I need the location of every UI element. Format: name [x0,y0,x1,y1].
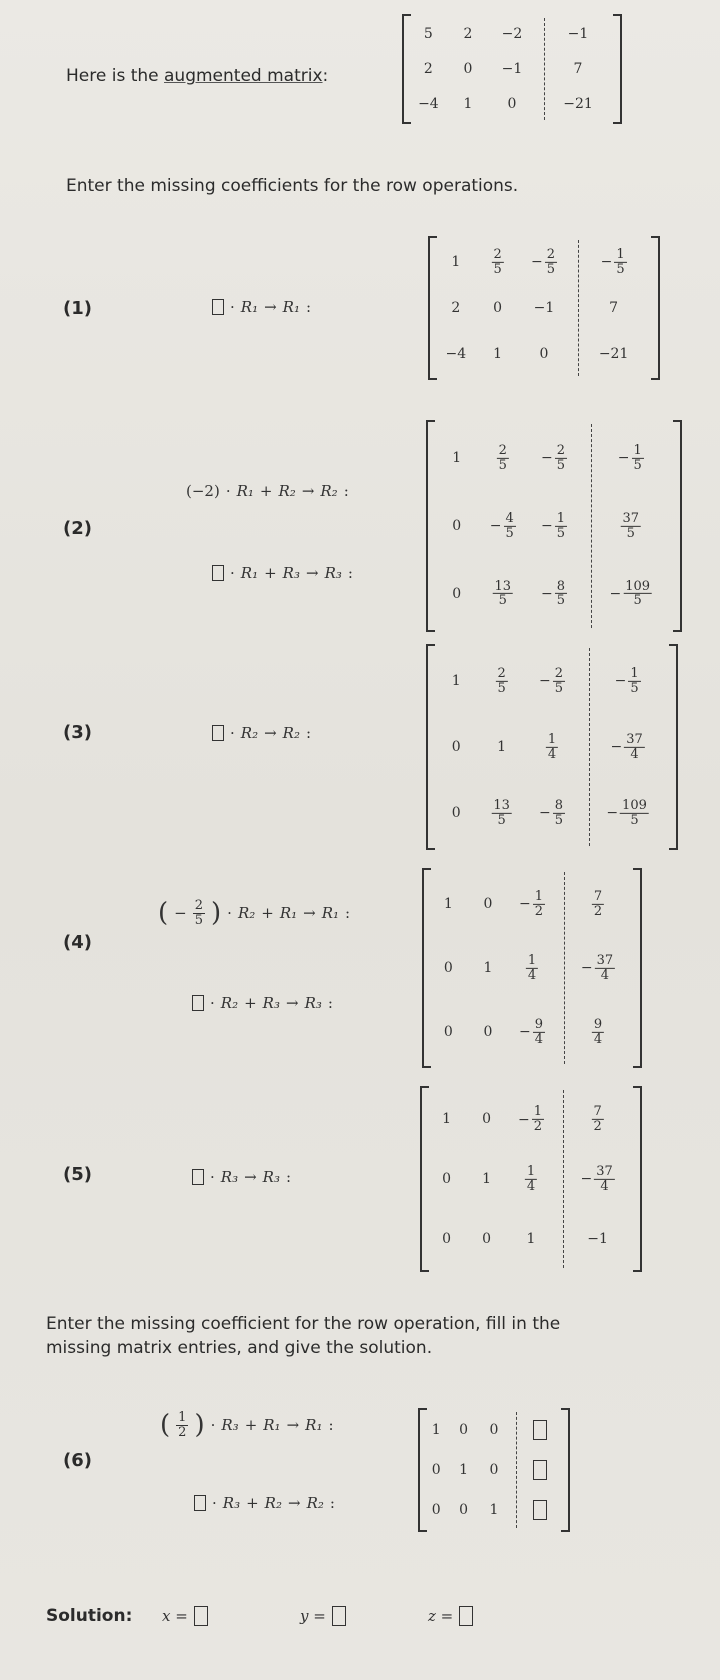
step-6-label: (6) [63,1450,92,1471]
matrix-entry: 7 [573,61,583,77]
matrix-entry: − $\frac{37}{4}$ [580,1163,613,1194]
matrix-entry-input[interactable] [533,1460,547,1480]
step-6-operation-b: · R₃ + R₂ → R₂ : [194,1494,335,1512]
coefficient-input[interactable] [212,725,224,741]
matrix-entry: $\frac{1}{4}$ [526,1163,536,1194]
matrix-entry: 1 [489,1501,499,1518]
instruction-row-ops: Enter the missing coefficients for the row operations. [66,176,519,196]
matrix-entry: − $\frac{2}{5}$ [530,246,556,277]
augmented-matrix-link[interactable]: augmented matrix [164,66,323,86]
matrix-entry: 0 [459,1501,469,1518]
matrix-entry: −21 [598,346,629,363]
matrix-entry: $\frac{2}{5}$ [498,443,507,473]
matrix-entry: 0 [452,585,462,602]
matrix-entry: 0 [482,1230,492,1247]
matrix-entry: $\frac{2}{5}$ [497,665,506,696]
step-1-matrix [428,236,660,380]
matrix-entry: − $\frac{2}{5}$ [540,443,566,473]
step-2-matrix [426,420,682,632]
matrix-entry: − $\frac{4}{5}$ [489,510,514,541]
matrix-entry: 1 [451,673,461,690]
matrix-entry: 1 [483,960,493,976]
matrix-entry: −1 [501,61,523,77]
matrix-entry: 1 [451,253,461,270]
matrix-entry: 0 [452,518,462,534]
matrix-entry: − $\frac{1}{5}$ [617,443,642,473]
matrix-entry: 0 [507,96,517,113]
matrix-entry: − $\frac{1}{2}$ [517,1104,543,1134]
matrix-entry: 2 [463,25,473,42]
matrix-entry: − $\frac{109}{5}$ [609,578,651,609]
step-4-label: (4) [63,932,92,953]
matrix-entry: 1 [493,346,503,363]
matrix-entry: 0 [459,1422,469,1439]
matrix-entry: 1 [431,1422,441,1439]
matrix-entry: −21 [563,96,593,113]
matrix-entry: 2 [423,61,433,77]
matrix-entry: 0 [482,1111,492,1128]
matrix-entry: $\frac{1}{4}$ [547,731,557,762]
step-1-operation: · R₁ → R₁ : [212,298,311,316]
coefficient-input[interactable] [194,1495,206,1511]
solution-label: Solution: [46,1606,133,1626]
matrix-entry: − $\frac{9}{4}$ [518,1016,544,1047]
matrix-entry: 1 [463,96,473,113]
matrix-entry: 0 [463,61,473,77]
coefficient-input[interactable] [192,1169,204,1185]
matrix-entry-input[interactable] [533,1500,547,1520]
step-1-label: (1) [63,298,92,319]
matrix-entry: $\frac{1}{4}$ [527,952,537,983]
coefficient-input[interactable] [212,299,224,315]
matrix-entry: 1 [497,739,507,755]
step-6-operation-a: ( $\frac{1}{2}$ ) · R₃ + R₁ → R₁ : [160,1409,334,1440]
matrix-entry: $\frac{37}{5}$ [622,510,640,541]
matrix-entry: $\frac{13}{5}$ [494,578,512,609]
step-2-operation-a: (−2) · R₁ + R₂ → R₂ : [186,482,349,500]
matrix-entry: 0 [431,1462,441,1478]
coefficient-input[interactable] [212,565,224,581]
solution-z: z = [428,1606,473,1626]
z-input[interactable] [459,1606,473,1626]
matrix-entry: 0 [483,896,493,912]
x-input[interactable] [194,1606,208,1626]
matrix-entry: $\frac{7}{2}$ [593,888,603,919]
matrix-entry: 0 [442,1230,452,1247]
y-input[interactable] [332,1606,346,1626]
matrix-entry: − $\frac{8}{5}$ [540,578,566,609]
matrix-entry: 0 [443,1024,453,1040]
matrix-entry: −1 [587,1230,608,1247]
step-5-operation: · R₃ → R₃ : [192,1168,291,1186]
matrix-entry: − $\frac{109}{5}$ [606,797,647,828]
matrix-entry: 1 [459,1462,469,1478]
matrix-entry: 0 [493,300,503,316]
step-4-matrix [422,868,642,1068]
coefficient-input[interactable] [192,995,204,1011]
step-6-matrix [418,1408,570,1532]
matrix-entry: 0 [483,1024,493,1040]
matrix-entry: 1 [443,896,453,912]
matrix-entry: − $\frac{1}{5}$ [540,510,566,541]
step-5-matrix [420,1086,642,1272]
matrix-entry: −2 [501,25,523,42]
matrix-entry: − $\frac{37}{4}$ [610,731,643,762]
matrix-entry: − $\frac{8}{5}$ [538,797,564,828]
matrix-entry: $\frac{9}{4}$ [593,1016,603,1047]
matrix-entry: −4 [445,346,467,363]
instruction-fill-in-2: missing matrix entries, and give the solution. [46,1338,433,1358]
matrix-entry: −1 [533,300,555,316]
step-3-operation: · R₂ → R₂ : [212,724,311,742]
intro-text: Here is the augmented matrix: [66,66,329,86]
matrix-entry: 1 [526,1230,536,1247]
matrix-entry: 0 [489,1462,499,1478]
step-2-label: (2) [63,518,92,539]
step-4-operation-b: · R₂ + R₃ → R₃ : [192,994,333,1012]
matrix-entry: 1 [452,450,462,467]
matrix-entry: 0 [489,1422,499,1439]
matrix-entry: − $\frac{1}{2}$ [518,888,544,919]
solution-x: x = [162,1606,208,1626]
matrix-entry: 0 [539,346,549,363]
matrix-entry: −4 [418,96,439,113]
matrix-entry: 1 [442,1111,452,1128]
matrix-entry: 0 [451,739,461,755]
step-4-operation-a: ( − $\frac{2}{5}$ ) · R₂ + R₁ → R₁ : [158,897,351,928]
step-3-label: (3) [63,722,92,743]
matrix-entry: − $\frac{37}{4}$ [580,952,614,983]
step-3-matrix [426,644,678,850]
solution-y: y = [300,1606,346,1626]
step-5-label: (5) [63,1164,92,1185]
matrix-entry: 0 [443,960,453,976]
matrix-entry: $\frac{2}{5}$ [493,246,502,277]
matrix-entry: 7 [609,300,619,316]
matrix-entry: 1 [482,1171,492,1187]
matrix-entry: − $\frac{1}{5}$ [600,246,625,277]
matrix-entry: $\frac{7}{2}$ [593,1104,602,1134]
matrix-entry: $\frac{13}{5}$ [493,797,510,828]
matrix-entry: − $\frac{2}{5}$ [538,665,564,696]
matrix-entry: − $\frac{1}{5}$ [614,665,639,696]
matrix-entry: 0 [451,804,461,821]
step-2-operation-b: · R₁ + R₃ → R₃ : [212,564,353,582]
matrix-entry-input[interactable] [533,1420,547,1440]
instruction-fill-in: Enter the missing coefficient for the row operation, fill in the [46,1314,561,1334]
matrix-entry: 0 [442,1171,452,1187]
matrix-entry: 0 [431,1501,441,1518]
matrix-entry: 2 [451,300,461,316]
matrix-entry: 5 [423,25,433,42]
matrix-entry: −1 [567,25,589,42]
augmented-matrix [402,14,622,124]
